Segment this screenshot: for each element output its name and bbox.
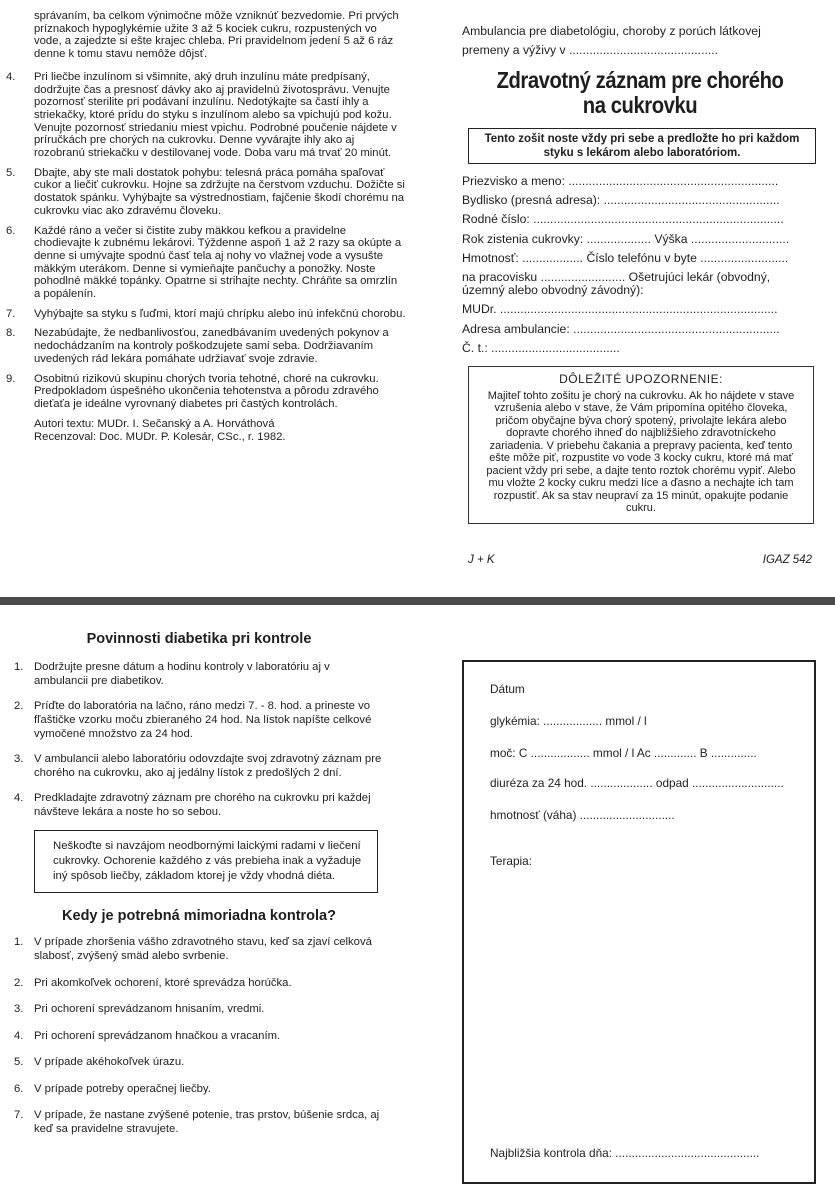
- form-field-line: Rodné číslo: ..........................................................................: [462, 212, 784, 227]
- case-text: Pri ochorení sprevádzanom hnisaním, vredmi.: [34, 1003, 265, 1015]
- record-title-line-1: Zdravotný záznam pre chorého: [496, 67, 784, 93]
- duty-text: Predkladajte zdravotný záznam pre chorého na cukrovku pri každej návšteve lekára a noste ho so sebou.: [34, 792, 371, 818]
- advice-box: Neškoďte si navzájom neodbornými laickými radami v liečení cukrovky. Ochorenie každého z vás prebieha inak a vyžaduje iný spôsob liečby, základom ktorej je vždy vhodná diéta.: [34, 830, 378, 893]
- advice-number: 5.: [6, 166, 16, 179]
- warning-box: [468, 366, 814, 524]
- urine-field: moč: C .................. mmol / l Ac ............. B ..............: [490, 746, 757, 760]
- authors-line: Autori textu: MUDr. I. Sečanský a A. Horváthová: [34, 417, 275, 430]
- form-field-line: územný alebo obvodný závodný):: [462, 283, 644, 298]
- footer-left: J + K: [468, 553, 495, 566]
- case-number: 5.: [14, 1056, 24, 1068]
- advice-number: 9.: [6, 372, 16, 385]
- advice-text: Osobitnú rizikovú skupinu chorých tvoria tehotné, choré na cukrovku. Predpokladom úspešného ukončenia tehotenstva a pôrodu zdravého dieťaťa je ideálne vyrovnaný diabetes pri častých kontrolách.: [34, 372, 379, 410]
- duty-number: 4.: [14, 792, 24, 804]
- next-control-field: Najbližšia kontrola dňa: ............................................: [490, 1146, 760, 1160]
- control-record-form: [462, 660, 816, 1184]
- duty-text: Dodržujte presne dátum a hodinu kontroly v laboratóriu aj v ambulancii pre diabetikov.: [34, 661, 330, 687]
- duty-item: [14, 699, 384, 741]
- extra-control-title: Kedy je potrebná mimoriadna kontrola?: [62, 908, 336, 924]
- case-text: V prípade akéhokoľvek úrazu.: [34, 1056, 185, 1068]
- advice-number: 8.: [6, 327, 16, 340]
- advice-item: [6, 327, 406, 365]
- duties-title: Povinnosti diabetika pri kontrole: [86, 631, 312, 647]
- ambulance-line-1: Ambulancia pre diabetológiu, choroby z porúch látkovej: [462, 24, 761, 38]
- footer-right: IGAZ 542: [762, 553, 812, 566]
- carry-notice-box: Tento zošit noste vždy pri sebe a predložte ho pri každom styku s lekárom alebo laboratóriom.: [468, 128, 816, 164]
- duty-item: [14, 791, 384, 819]
- form-field-line: Adresa ambulancie: .............................................................: [462, 321, 780, 336]
- advice-item: [6, 308, 406, 321]
- record-title: [483, 68, 796, 118]
- advice-item: [6, 373, 406, 411]
- case-text: Pri akomkoľvek ochorení, ktoré sprevádza horúčka.: [34, 976, 292, 989]
- case-number: 2.: [14, 976, 24, 989]
- case-number: 4.: [14, 1029, 24, 1042]
- case-text: V prípade, že nastane zvýšené potenie, tras prstov, búšenie srdca, aj keď sa pravidelne stravujete.: [34, 1109, 380, 1135]
- case-number: 6.: [14, 1082, 24, 1095]
- reviewer-line: Recenzoval: Doc. MUDr. P. Kolesár, CSc., r. 1982.: [34, 431, 286, 444]
- advice-number: 7.: [6, 307, 16, 320]
- ambulance-line-2: premeny a výživy v ............................................: [462, 43, 718, 57]
- top-left-column: [6, 10, 406, 444]
- page-divider: [0, 597, 835, 605]
- form-field-line: Bydlisko (presná adresa): ....................................................: [462, 193, 780, 208]
- form-field-line: MUDr. ..................................................................................: [462, 302, 778, 317]
- duty-item: [14, 660, 384, 688]
- case-item: [14, 1055, 384, 1069]
- advice-item: [6, 225, 406, 301]
- duty-text: Príďte do laboratória na lačno, ráno medzi 7. - 8. hod. a prineste vo fľaštičke vzorku moču zbieraného 24 hod. Na lístok napíšte celkové vymočené množstvo za 24 hod.: [34, 700, 372, 740]
- duty-text: V ambulancii alebo laboratóriu odovzdajte svoj zdravotný záznam pre chorého na cukrovku, ako aj jedálny lístok z predošlých 2 dní.: [34, 753, 382, 779]
- bottom-left-column: [14, 628, 384, 1149]
- form-field-line: Č. t.: ......................................: [462, 340, 620, 355]
- duty-number: 2.: [14, 700, 24, 712]
- duty-number: 3.: [14, 753, 24, 765]
- case-text: Pri ochorení sprevádzanom hnačkou a vracaním.: [34, 1029, 281, 1042]
- form-field-line: na pracovisku ......................... Ošetrujúci lekár (obvodný,: [462, 270, 771, 285]
- patient-form: [462, 172, 818, 358]
- date-field: Dátum: [490, 682, 525, 696]
- form-field-line: Hmotnosť: .................. Číslo telefónu v byte ..........................: [462, 250, 789, 265]
- warning-text: Majiteľ tohto zošitu je chorý na cukrovku. Ak ho nájdete v stave vzrušenia alebo v stave, že Vám pripomína opitého človeka, pričom obyčajne býva chorý spotený, privolajte lekára alebo dopravte chorého ihneď do najbližšieho zdravotníckeho zariadenia. V priebehu čakania a prepravy pacienta, keď tento ešte môže piť, rozpustite vo vode 3 kocky cukru, ktoré má mať pacient vždy pri sebe, a dajte tento roztok chorému vypiť. Alebo mu vložte 2 kocky cukru medzi líce a ďasno a nechajte ich tam rozpustiť. Ak sa stav neupraví za 15 minút, opakujte podanie cukru.: [486, 389, 796, 515]
- case-text: V prípade potreby operačnej liečby.: [34, 1082, 211, 1095]
- advice-text: Pri liečbe inzulínom si všimnite, aký druh inzulínu máte predpísaný, dodržujte čas a presnosť dávky ako aj pravidelnú životosprávu. Venujte pozornosť sterilite pri podávaní inzulínu. Nedotýkajte sa častí ihly a striekačky, ktoré prídu do styku s inzulínom alebo sa vpichujú pod kožu. Venujte pozornosť striedaniu miest vpichu. Podrobné poučenie nájdete v príručkách pre chorých na cukrovku. Denne vyvárajte ihly ako aj rozobranú striekačku v destilovanej vode. Doba varu má trvať 20 minút.: [34, 70, 397, 160]
- advice-number: 6.: [6, 224, 16, 237]
- case-number: 7.: [14, 1109, 24, 1121]
- therapy-field: Terapia:: [490, 854, 532, 868]
- advice-list: [6, 71, 406, 411]
- advice-text: Dbajte, aby ste mali dostatok pohybu: telesná práca pomáha spaľovať cukor a liečiť cukrovku. Hojne sa zdržujte na čerstvom vzduchu. Dožičte si dostatok spánku. Vyhýbajte sa výstrednostiam, fajčenie škodí chorému na cukrovku viac ako zdravému človeku.: [34, 166, 405, 217]
- duties-list: [14, 660, 384, 819]
- advice-item: [6, 167, 406, 218]
- form-field-line: Priezvisko a meno: ..............................................................: [462, 174, 779, 188]
- continuation-paragraph: správaním, ba celkom výnimočne môže vzniknúť bezvedomie. Pri prvých príznakoch hypoglykémie užite 3 až 5 kociek cukru, rozpustených vo vode, a zajedzte si ešte krajec chleba. Pri pravidelnom jedení 5 až 6 ráz denne k tomu stavu nemôže dôjsť.: [34, 10, 399, 61]
- glycemia-field: glykémia: .................. mmol / l: [490, 714, 647, 728]
- warning-title: DÔLEŽITÉ UPOZORNENIE:: [559, 372, 723, 387]
- weight-field: hmotnosť (váha) .............................: [490, 808, 675, 822]
- case-item: [14, 1029, 384, 1043]
- case-item: [14, 976, 384, 990]
- advice-text: Nezabúdajte, že nedbanlivosťou, zanedbávaním uvedených pokynov a nedochádzaním na kontroly poškodzujete sami seba. Dodržiavaním uvedených rád lekára pomáhate udržiavať svoje zdravie.: [34, 327, 389, 365]
- case-item: [14, 935, 384, 963]
- advice-item: [6, 71, 406, 160]
- case-number: 1.: [14, 936, 24, 948]
- diuresis-field: diuréza za 24 hod. ................... odpad ............................: [490, 776, 784, 790]
- duty-item: [14, 752, 384, 780]
- case-number: 3.: [14, 1003, 24, 1015]
- case-item: [14, 1082, 384, 1096]
- extra-control-list: [14, 935, 384, 1136]
- case-text: V prípade zhoršenia vášho zdravotného stavu, keď sa zjaví celková slabosť, zvýšený smäd alebo svrbenie.: [34, 936, 372, 962]
- advice-text: Vyhýbajte sa styku s ľuďmi, ktorí majú chrípku alebo inú infekčnú chorobu.: [34, 307, 406, 320]
- record-title-line-2: na cukrovku: [582, 92, 698, 118]
- advice-text: Každé ráno a večer si čistite zuby mäkkou kefkou a pravidelne chodievajte k zubnému lekárovi. Týždenne aspoň 1 až 2 razy sa okúpte a denne si umývajte spodnú časť tela aj nohy vo vlažnej vode a vysušte mäkkým uterákom. Denne si vymieňajte pančuchy a ponožky. Noste pohodlné mäkké topánky. Opatrne si strihajte nechty. Chráňte sa omrzlín a popálenín.: [34, 224, 402, 301]
- case-item: [14, 1108, 384, 1136]
- duty-number: 1.: [14, 661, 24, 673]
- footer-row: [462, 554, 818, 566]
- form-field-line: Rok zistenia cukrovky: ................... Výška .............................: [462, 231, 790, 246]
- case-item: [14, 1002, 384, 1016]
- top-right-column: [462, 22, 818, 566]
- advice-number: 4.: [6, 70, 16, 83]
